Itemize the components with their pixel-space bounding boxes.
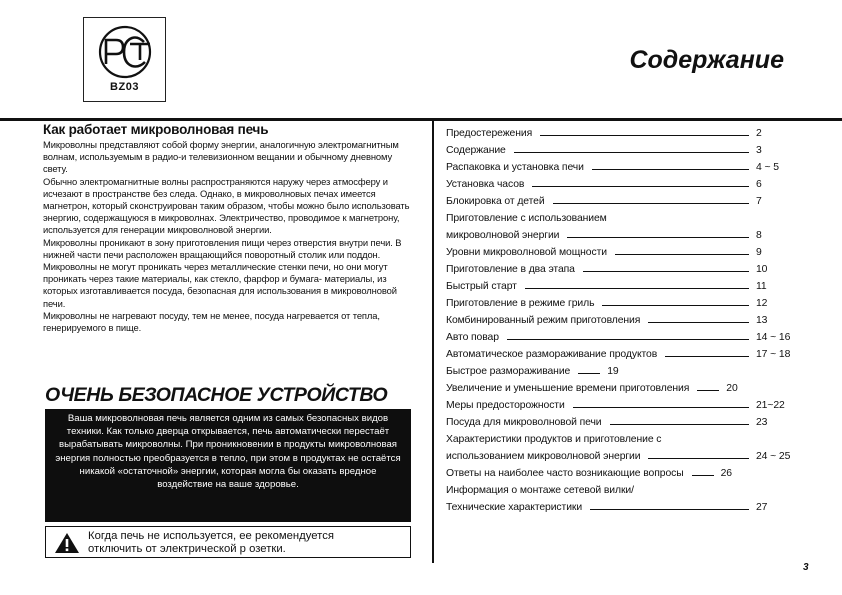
toc-leader-line bbox=[648, 322, 749, 323]
warning-icon bbox=[54, 532, 80, 554]
toc-leader-line bbox=[567, 237, 749, 238]
unplug-notice bbox=[45, 526, 411, 558]
column-divider bbox=[432, 120, 434, 563]
toc-page-number: 12 bbox=[756, 298, 768, 309]
toc-entry-label: Технические характеристики bbox=[446, 502, 583, 513]
toc-entry bbox=[446, 394, 796, 411]
toc-page-number: 27 bbox=[756, 502, 768, 513]
toc-entry bbox=[446, 292, 796, 309]
toc-leader-line bbox=[553, 203, 749, 204]
toc-entry bbox=[446, 309, 796, 326]
toc-entry bbox=[446, 479, 796, 513]
toc-entry bbox=[446, 377, 796, 394]
toc-entry bbox=[446, 173, 796, 190]
toc-page-number: 3 bbox=[756, 145, 762, 156]
toc-entry bbox=[446, 156, 796, 173]
toc-entry-label: Быстрый старт bbox=[446, 281, 517, 292]
toc-page-number: 2 bbox=[756, 128, 762, 139]
toc-entry bbox=[446, 190, 796, 207]
toc-entry-label: Автоматическое размораживание продуктов bbox=[446, 349, 658, 360]
toc-entry bbox=[446, 241, 796, 258]
toc-entry-label: Авто повар bbox=[446, 332, 499, 343]
toc-leader-line bbox=[514, 152, 749, 153]
toc-entry-label: Блокировка от детей bbox=[446, 196, 545, 207]
page-title: Содержание bbox=[629, 46, 784, 74]
toc-page-number: 20 bbox=[726, 383, 738, 394]
toc-entry-label: Комбинированный режим приготовления bbox=[446, 315, 641, 326]
toc-page-number: 11 bbox=[756, 281, 767, 292]
paragraph: Микроволны представляют собой форму энергии, аналогичную электромагнитным волнам, используемым в радио-и телевизионном вещании и обычному дневному свету. bbox=[43, 139, 399, 175]
how-it-works-section bbox=[43, 122, 415, 334]
toc-entry bbox=[446, 326, 796, 343]
toc-entry-label: Установка часов bbox=[446, 179, 525, 190]
toc-entry-label: Быстрое размораживание bbox=[446, 366, 571, 377]
toc-leader-line bbox=[532, 186, 749, 187]
toc-entry-label: Приготовление с использованием bbox=[446, 213, 607, 224]
paragraph: Микроволны не нагревают посуду, тем не менее, посуда нагревается от тепла, генерируемого в пище. bbox=[43, 309, 380, 334]
toc-entry bbox=[446, 360, 796, 377]
toc-page-number: 26 bbox=[720, 468, 732, 479]
how-it-works-heading: Как работает микроволновая печь bbox=[43, 122, 269, 137]
table-of-contents bbox=[446, 122, 796, 513]
toc-leader-line bbox=[583, 271, 749, 272]
toc-entry bbox=[446, 122, 796, 139]
toc-leader-line bbox=[610, 424, 750, 425]
toc-leader-line bbox=[648, 458, 749, 459]
toc-entry-label: Распаковка и установка печи bbox=[446, 162, 584, 173]
certification-logo bbox=[83, 17, 166, 102]
toc-leader-line bbox=[573, 407, 749, 408]
certification-code: BZ03 bbox=[110, 81, 139, 93]
toc-page-number: 19 bbox=[607, 366, 619, 377]
toc-entry-label: Увеличение и уменьшение времени приготовления bbox=[446, 383, 690, 394]
toc-entry-label: использованием микроволновой энергии bbox=[446, 451, 641, 462]
notice-text bbox=[88, 530, 334, 556]
toc-entry-label: микроволновой энергии bbox=[446, 230, 560, 241]
toc-page-number: 13 bbox=[756, 315, 768, 326]
toc-entry bbox=[446, 343, 796, 360]
toc-leader-line bbox=[578, 373, 600, 374]
page-number: 3 bbox=[803, 562, 809, 573]
safe-device-box: Ваша микроволновая печь является одним из самых безопасных видов техники. Как только дверца открывается, печь автоматически перестаёт вырабатывать микроволны. При проникновении в продукты микроволновая энергия полностью преобразуется в тепло, при этом в продуктах не остаётся никакой «остаточной» энергии, которая могла бы оказать вредное воздействие на ваше здоровье. bbox=[45, 409, 411, 522]
toc-entry-label: Ответы на наиболее часто возникающие вопросы bbox=[446, 468, 684, 479]
toc-entry bbox=[446, 462, 796, 479]
toc-page-number: 23 bbox=[756, 417, 768, 428]
toc-entry-label: Посуда для микроволновой печи bbox=[446, 417, 602, 428]
toc-leader-line bbox=[590, 509, 749, 510]
toc-entry bbox=[446, 411, 796, 428]
notice-line: отключить от электрической р озетки. bbox=[88, 543, 286, 555]
toc-entry bbox=[446, 207, 796, 241]
toc-entry-label: Информация о монтаже сетевой вилки/ bbox=[446, 485, 634, 496]
toc-page-number: 7 bbox=[756, 196, 762, 207]
toc-entry bbox=[446, 428, 796, 462]
toc-entry-label: Приготовление в режиме гриль bbox=[446, 298, 595, 309]
toc-leader-line bbox=[592, 169, 749, 170]
toc-leader-line bbox=[540, 135, 749, 136]
paragraph: Обычно электромагнитные волны распространяются наружу через атмосферу и исчезают в пространстве без следа. Однако, в микроволновых печах имеется магнетрон, который сконструирован таким образом, чтобы можно было использовать энергию, содержащуюся в микроволнах. Электричество, проводимое к магнетрону, используется для генерации микроволновой энергии. bbox=[43, 175, 410, 236]
toc-entry-label: Содержание bbox=[446, 145, 506, 156]
toc-entry bbox=[446, 275, 796, 292]
toc-leader-line bbox=[697, 390, 719, 391]
toc-entry-label: Приготовление в два этапа bbox=[446, 264, 575, 275]
toc-page-number: 10 bbox=[756, 264, 768, 275]
paragraph: Микроволны проникают в зону приготовления пищи через отверстия внутри печи. В нижней части печи расположен вращающийся поворотный столик или поддон. Микроволны не могут проникать через металлические стенки печи, но они могут проникать через такие материалы, как стекло, фарфор и бумага- материалы, из которых изготавливается посуда, безопасная для использования в микроволновой печи. bbox=[43, 236, 402, 309]
toc-page-number: 4 ~ 5 bbox=[756, 162, 779, 173]
toc-entry bbox=[446, 139, 796, 156]
toc-entry-label: Характеристики продуктов и приготовление с bbox=[446, 434, 662, 445]
toc-leader-line bbox=[602, 305, 749, 306]
toc-entry-label: Предостережения bbox=[446, 128, 533, 139]
toc-page-number: 21~22 bbox=[756, 400, 785, 411]
toc-leader-line bbox=[692, 475, 714, 476]
toc-leader-line bbox=[507, 339, 749, 340]
toc-page-number: 9 bbox=[756, 247, 762, 258]
toc-leader-line bbox=[525, 288, 749, 289]
toc-page-number: 14 ~ 16 bbox=[756, 332, 791, 343]
toc-leader-line bbox=[615, 254, 749, 255]
notice-line: Когда печь не используется, ее рекомендуется bbox=[88, 530, 334, 542]
toc-page-number: 8 bbox=[756, 230, 762, 241]
toc-page-number: 17 ~ 18 bbox=[756, 349, 791, 360]
toc-page-number: 24 ~ 25 bbox=[756, 451, 791, 462]
pct-mark-icon bbox=[92, 24, 158, 80]
toc-entry-label: Уровни микроволновой мощности bbox=[446, 247, 607, 258]
toc-entry-label: Меры предосторожности bbox=[446, 400, 565, 411]
toc-leader-line bbox=[665, 356, 749, 357]
header-divider bbox=[0, 118, 842, 121]
safe-device-heading: ОЧЕНЬ БЕЗОПАСНОЕ УСТРОЙСТВО bbox=[45, 384, 388, 406]
toc-page-number: 6 bbox=[756, 179, 762, 190]
toc-entry bbox=[446, 258, 796, 275]
